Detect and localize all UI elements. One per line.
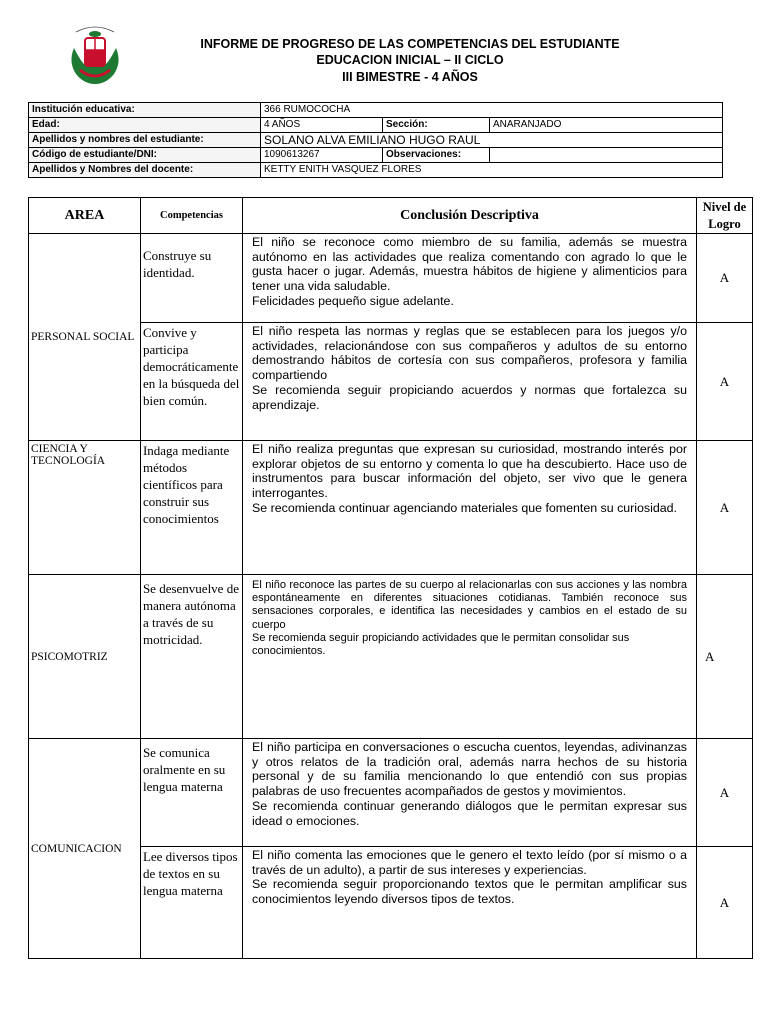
student-code-label: Código de estudiante/DNI: <box>29 148 261 163</box>
competency-cell: Convive y participa democráticamente en la búsqueda del bien común. <box>140 323 242 441</box>
area-column-header: AREA <box>29 198 141 234</box>
competency-cell: Se desenvuelve de manera autónoma a través de su motricidad. <box>140 575 242 739</box>
info-row-code <box>29 148 723 163</box>
teacher-name-value: KETTY ENITH VASQUEZ FLORES <box>261 163 723 178</box>
table-row <box>29 441 753 575</box>
competency-cell: Lee diversos tipos de textos en su lengua materna <box>140 847 242 959</box>
student-name-value: SOLANO ALVA EMILIANO HUGO RAUL <box>261 133 723 148</box>
conclusion-text: El niño se reconoce como miembro de su familia, además se muestra autónomo en las actividades que realiza comentando con agrado lo que le gusta hacer o jugar. Además, muestra hábitos de higiene y alimenticios para tener una vida saludable. <box>252 235 687 294</box>
table-row <box>29 234 753 323</box>
achievement-level-cell: A <box>696 847 752 959</box>
recommendation-text: Se recomienda continuar agenciando materiales que fomenten su curiosidad. <box>252 500 677 515</box>
achievement-level-cell: A <box>696 575 752 739</box>
student-code-value: 1090613267 <box>261 148 383 163</box>
section-label: Sección: <box>383 118 490 133</box>
age-value: 4 AÑOS <box>261 118 383 133</box>
observations-value <box>490 148 723 163</box>
area-cell-comunicacion: COMUNICACION <box>29 739 141 959</box>
achievement-level-column-header: Nivel de Logro <box>696 198 752 234</box>
teacher-name-label: Apellidos y Nombres del docente: <box>29 163 261 178</box>
institution-value: 366 RUMOCOCHA <box>261 103 723 118</box>
achievement-level-cell: A <box>696 323 752 441</box>
competency-cell: Construye su identidad. <box>140 234 242 323</box>
student-info-table <box>28 102 723 178</box>
info-row-age <box>29 118 723 133</box>
peru-coat-of-arms-icon <box>66 26 124 86</box>
conclusion-text: El niño participa en conversaciones o escucha cuentos, leyendas, adivinanzas y otros relatos de la tradición oral, además narra hechos de su historia personal y de su familia mencionando lo que entendió con sus propias palabras de uso frecuentes acompañados de gestos y movimientos. <box>252 740 687 799</box>
conclusion-cell <box>243 234 697 323</box>
info-row-institution <box>29 103 723 118</box>
area-cell-personal-social: PERSONAL SOCIAL <box>29 234 141 441</box>
area-cell-psicomotriz: PSICOMOTRIZ <box>29 575 141 739</box>
conclusion-text: El niño realiza preguntas que expresan su curiosidad, mostrando interés por explorar objetos de su entorno y comenta lo que ha descubierto. Hace uso de instrumentos para buscar información del objeto, ser vivo que le genera interrogantes. <box>252 442 687 501</box>
area-cell-ciencia-tecnologia: CIENCIA Y TECNOLOGÍA <box>29 441 141 575</box>
institution-label: Institución educativa: <box>29 103 261 118</box>
conclusion-column-header: Conclusión Descriptiva <box>243 198 697 234</box>
report-subtitle-period: III BIMESTRE - 4 AÑOS <box>342 70 478 84</box>
recommendation-text: Se recomienda seguir propiciando actividades que le permitan consolidar sus conocimientos. <box>252 631 630 658</box>
recommendation-text: Se recomienda seguir proporcionando textos que le permitan amplificar sus conocimientos leyendo diversos tipos de textos. <box>252 877 687 907</box>
conclusion-cell <box>243 739 697 847</box>
achievement-level-cell: A <box>696 739 752 847</box>
achievement-level-cell: A <box>696 441 752 575</box>
conclusion-text: El niño reconoce las partes de su cuerpo al relacionarlas con sus acciones y las nombra espontáneamente en diferentes situaciones cotidianas. También reconoce sus sensaciones corporales, e identifica las necesidades y cambios en el estado de su cuerpo <box>252 579 687 631</box>
competency-cell: Se comunica oralmente en su lengua materna <box>140 739 242 847</box>
table-row <box>29 739 753 847</box>
recommendation-text: Se recomienda seguir propiciando acuerdos y normas que fortalezca su aprendizaje. <box>252 382 687 412</box>
table-header-row <box>29 198 753 234</box>
achievement-level-cell: A <box>696 234 752 323</box>
recommendation-text: Se recomienda continuar generando diálogos que le permitan expresar sus idead o emociones. <box>252 798 687 828</box>
table-row <box>29 575 753 739</box>
age-label: Edad: <box>29 118 261 133</box>
section-value: ANARANJADO <box>490 118 723 133</box>
conclusion-text: El niño respeta las normas y reglas que se establecen para los juegos y/o actividades, relacionándose con sus compañeros y adultos de su entorno demostrando hábitos de cortesía con sus compañeros, profesora y familia compartiendo <box>252 324 687 383</box>
conclusion-cell <box>243 441 697 575</box>
report-subtitle-cycle: EDUCACION INICIAL – II CICLO <box>316 53 504 67</box>
conclusion-cell <box>243 847 697 959</box>
conclusion-cell <box>243 323 697 441</box>
conclusion-cell <box>243 575 697 739</box>
competencies-table <box>28 197 753 959</box>
observations-label: Observaciones: <box>383 148 490 163</box>
recommendation-text: Felicidades pequeño sigue adelante. <box>252 293 454 308</box>
conclusion-text: El niño comenta las emociones que le genero el texto leído (por sí mismo o a través de un adulto), a partir de sus intereses y experiencias. <box>252 848 687 877</box>
info-row-teacher <box>29 163 723 178</box>
student-name-label: Apellidos y nombres del estudiante: <box>29 133 261 148</box>
info-row-student <box>29 133 723 148</box>
competency-cell: Indaga mediante métodos científicos para construir sus conocimientos <box>140 441 242 575</box>
report-title: INFORME DE PROGRESO DE LAS COMPETENCIAS DEL ESTUDIANTE <box>200 37 620 51</box>
competencies-column-header: Competencias <box>140 198 242 234</box>
